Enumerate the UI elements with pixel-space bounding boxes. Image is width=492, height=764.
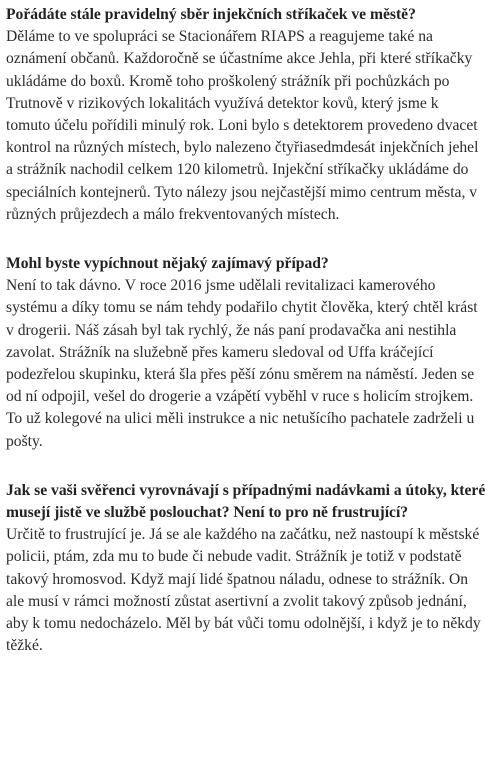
answer-paragraph: Děláme to ve spolupráci se Stacionářem RIAPS a reagujeme také na oznámení občanů. Každoročně se účastníme akce Jehla, při které stříkačky ukládáme do boxů. Kromě toho proškolený strážník při pochůzkách po Trutnově v rizikových lokalitách využívá detektor kovů, který jsme k tomuto účelu pořídili minulý rok. Loni bylo s detektorem provedeno dvacet kontrol na různých místech, bylo nalezeno čtyřiasedmdesát injekčních jehel a strážník nachodil celkem 120 kilometrů. Injekční stříkačky ukládáme do speciálních kontejnerů. Tyto nálezy jsou nejčastější mimo centrum města, v různých průjezdech a málo frekventovaných místech. — [6, 28, 479, 223]
qa-block-detector — [6, 4, 486, 226]
article-body — [6, 4, 486, 684]
question-heading: Pořádáte stále pravidelný sběr injekčních stříkaček ve městě? — [6, 6, 416, 23]
question-heading: Mohl byste vypíchnout nějaký zajímavý případ? — [6, 255, 329, 273]
answer-paragraph: Není to tak dávno. V roce 2016 jsme udělali revitalizaci kamerového systému a díky tomu se nám tehdy podařilo chytit člověka, který chtěl krást v drogerii. Náš zásah byl tak rychlý, že nás paní prodavačka ani nestihla zavolat. Strážník na služebně přes kameru sledoval od Uffa kráčející podezřelou skupinku, která šla přes pěší zónu směrem na náměstí. Jeden se od ní odpojil, vešel do drogerie a vzápětí vyběhl v ruce s holicím strojkem. To už kolegové na ulici měli instrukce a nic netušícího pachatele zadrželi u pošty. — [6, 277, 478, 450]
answer-paragraph: Určitě to frustrující je. Já se ale každého na začátku, než nastoupí k městské policii, ptám, zda mu to bude či nebude vadit. Strážník je totiž v podstatě takový hromosvod. Když mají lidé špatnou náladu, odnese to strážník. On ale musí v rámci možností zůstat asertivní a zvolit takový způsob jednání, aby k tomu nedocházelo. Měl by bát vůči tomu odolnější, i když je to někdy těžké. — [6, 526, 481, 655]
question-heading: Jak se vaši svěřenci vyrovnávají s případnými nadávkami a útoky, které musejí jistě ve službě poslouchat? Není to pro ně frustrující? — [6, 481, 486, 522]
qa-block-frustration — [6, 480, 486, 658]
qa-block-case — [6, 253, 486, 453]
